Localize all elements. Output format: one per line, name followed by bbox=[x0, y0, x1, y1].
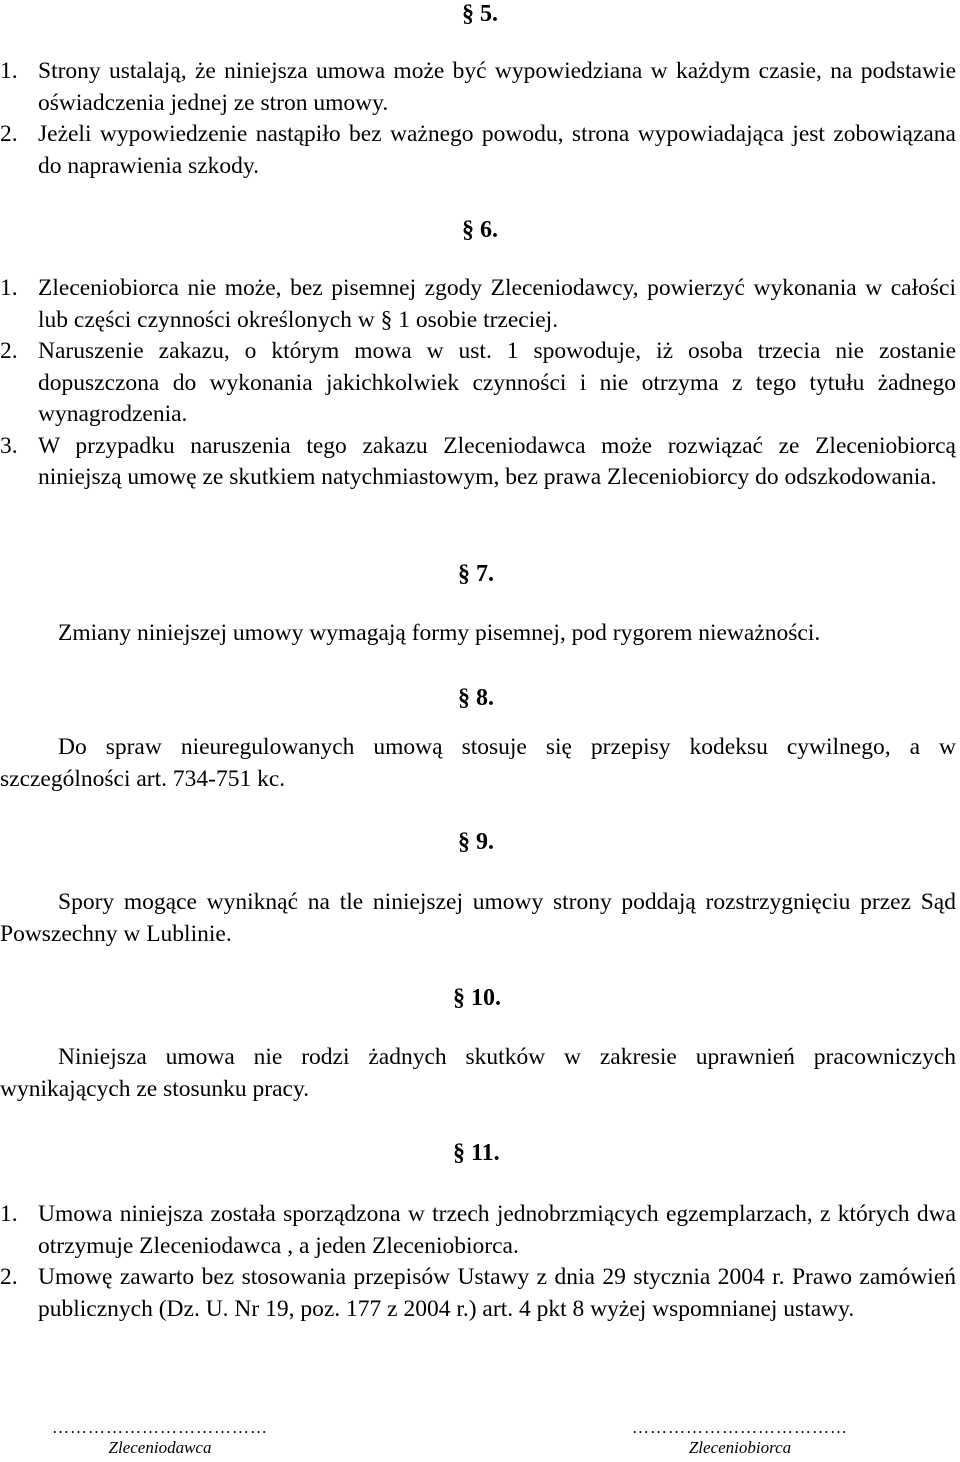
signature-role: Zleceniobiorca bbox=[688, 1438, 792, 1457]
item-text: W przypadku naruszenia tego zakazu Zleceniodawca może rozwiązać ze Zleceniobiorcą niniejszą umowę ze skutkiem natychmiastowym, bez prawa Zleceniobiorcy do odszkodowania. bbox=[38, 432, 956, 490]
section-11-body bbox=[0, 1199, 956, 1325]
item-text: Zleceniobiorca nie może, bez pisemnej zgody Zleceniodawcy, powierzyć wykonania w całości lub części czynności określonych w § 1 osobie trzeciej. bbox=[38, 275, 956, 333]
item-text: Naruszenie zakazu, o którym mowa w ust. 1 spowoduje, iż osoba trzecia nie zostanie dopuszczona do wykonania jakichkolwiek czynności i nie otrzyma z tego tytułu żadnego wynagrodzenia. bbox=[38, 338, 956, 427]
section-7-heading: § 7. bbox=[458, 561, 494, 587]
section-8-heading: § 8. bbox=[458, 685, 494, 711]
signature-line: ……………………………… bbox=[632, 1418, 848, 1437]
list-item bbox=[0, 431, 956, 494]
item-number: 2. bbox=[0, 121, 18, 147]
signature-contractor bbox=[580, 1418, 900, 1458]
list-item bbox=[0, 1199, 956, 1262]
list-item bbox=[0, 119, 956, 182]
list-item bbox=[0, 336, 956, 431]
signature-role: Zleceniodawca bbox=[108, 1438, 212, 1457]
item-number: 2. bbox=[0, 338, 18, 364]
item-text: Umowę zawarto bez stosowania przepisów Ustawy z dnia 29 stycznia 2004 r. Prawo zamówień publicznych (Dz. U. Nr 19, poz. 177 z 2004 r.) art. 4 pkt 8 wyżej wspomnianej ustawy. bbox=[38, 1264, 956, 1322]
section-5-heading: § 5. bbox=[462, 1, 498, 27]
item-number: 1. bbox=[0, 1201, 18, 1227]
item-number: 2. bbox=[0, 1264, 18, 1290]
section-10-heading: § 10. bbox=[453, 985, 501, 1011]
item-number: 1. bbox=[0, 58, 18, 84]
section-9-text: Spory mogące wyniknąć na tle niniejszej umowy strony poddają rozstrzygnięciu przez Sąd Powszechny w Lublinie. bbox=[0, 889, 956, 947]
item-text: Jeżeli wypowiedzenie nastąpiło bez ważnego powodu, strona wypowiadająca jest zobowiązana do naprawienia szkody. bbox=[38, 121, 956, 179]
section-9-heading: § 9. bbox=[458, 829, 494, 855]
item-number: 3. bbox=[0, 432, 18, 459]
section-6-heading: § 6. bbox=[462, 217, 498, 243]
list-item bbox=[0, 273, 956, 336]
item-number: 1. bbox=[0, 275, 18, 301]
signature-line: ……………………………… bbox=[52, 1418, 268, 1437]
section-6-body bbox=[0, 273, 956, 494]
section-8-text: Do spraw nieuregulowanych umową stosuje się przepisy kodeksu cywilnego, a w szczególności art. 734-751 kc. bbox=[0, 734, 956, 792]
section-11-heading: § 11. bbox=[453, 1140, 500, 1166]
list-item bbox=[0, 56, 956, 119]
list-item bbox=[0, 1262, 956, 1325]
signature-client bbox=[0, 1418, 320, 1458]
item-text: Umowa niniejsza została sporządzona w trzech jednobrzmiących egzemplarzach, z których dwa otrzymuje Zleceniodawca , a jeden Zleceniobiorca. bbox=[38, 1201, 956, 1259]
section-5-body bbox=[0, 56, 956, 182]
section-7-text: Zmiany niniejszej umowy wymagają formy pisemnej, pod rygorem nieważności. bbox=[58, 620, 821, 646]
item-text: Strony ustalają, że niniejsza umowa może być wypowiedziana w każdym czasie, na podstawie oświadczenia jednej ze stron umowy. bbox=[38, 58, 956, 116]
section-10-text: Niniejsza umowa nie rodzi żadnych skutków w zakresie uprawnień pracowniczych wynikających ze stosunku pracy. bbox=[0, 1044, 956, 1102]
